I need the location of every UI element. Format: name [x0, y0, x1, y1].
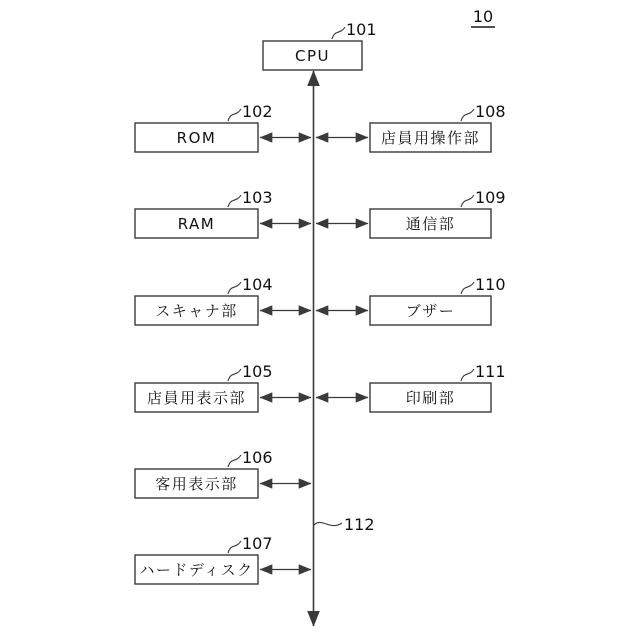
ref-label-104: 104: [242, 275, 273, 294]
ref-label-106: 106: [242, 448, 273, 467]
buzzer-ref-leader: [461, 282, 474, 294]
label-printer: 印刷部: [405, 389, 456, 407]
clerk-operation-ref-leader: [461, 109, 474, 121]
label-clerk-operation: 店員用操作部: [380, 129, 481, 147]
bus-ref-leader: [314, 522, 342, 525]
printer-ref-leader: [461, 369, 474, 381]
label-rom: ROM: [176, 129, 217, 147]
figure-number: 10: [472, 7, 494, 26]
ram-ref-leader: [228, 195, 241, 207]
scanner-ref-leader: [228, 282, 241, 294]
customer-display-ref-leader: [228, 455, 241, 467]
communication-ref-leader: [461, 195, 474, 207]
ref-label-109: 109: [475, 188, 506, 207]
ref-label-105: 105: [242, 362, 273, 381]
label-scanner: スキャナ部: [155, 302, 238, 320]
ref-label-110: 110: [475, 275, 506, 294]
label-ram: RAM: [177, 215, 216, 233]
label-hard-disk: ハードディスク: [139, 561, 254, 579]
ref-label-101: 101: [346, 20, 377, 39]
ref-label-107: 107: [242, 534, 273, 553]
ref-label-112: 112: [344, 515, 375, 534]
cpu-ref-leader: [332, 27, 345, 39]
clerk-display-ref-leader: [228, 369, 241, 381]
cpu-label: CPU: [295, 47, 330, 65]
ref-label-108: 108: [475, 102, 506, 121]
ref-label-102: 102: [242, 102, 273, 121]
label-clerk-display: 店員用表示部: [146, 389, 247, 407]
label-buzzer: ブザー: [405, 302, 456, 320]
rom-ref-leader: [228, 109, 241, 121]
ref-label-111: 111: [475, 362, 506, 381]
ref-label-103: 103: [242, 188, 273, 207]
label-communication: 通信部: [405, 215, 456, 233]
label-customer-display: 客用表示部: [155, 475, 238, 493]
hard-disk-ref-leader: [228, 541, 241, 553]
